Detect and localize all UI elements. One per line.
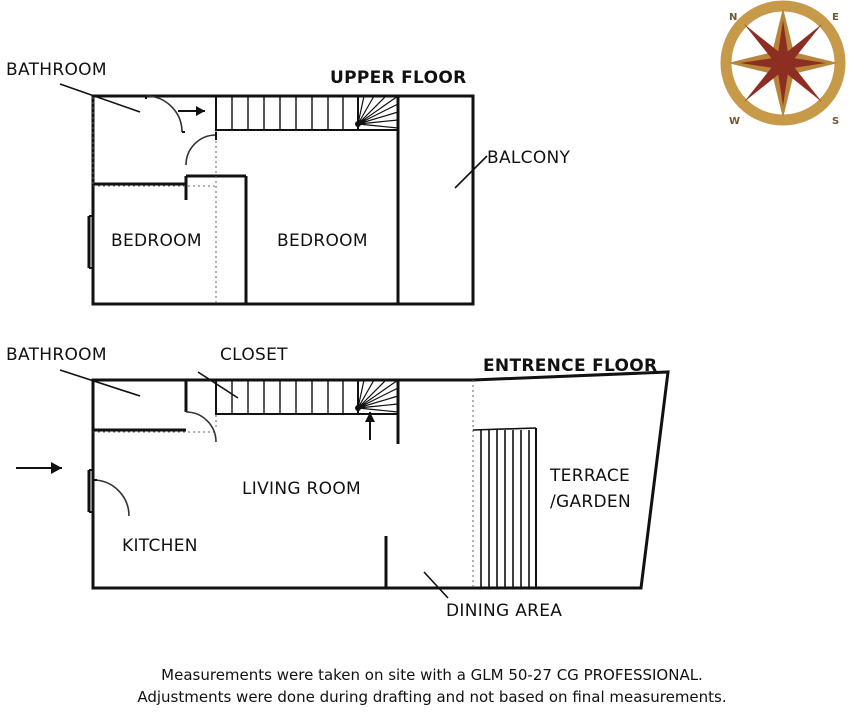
label-balcony: BALCONY [487,148,571,168]
label-closet: CLOSET [220,345,288,365]
compass-label-west: W [729,116,741,127]
heading-upper-floor: UPPER FLOOR [330,68,467,88]
label-kitchen: KITCHEN [122,536,198,556]
caption-line-1: Measurements were taken on site with a GLM 50-27 CG PROFESSIONAL. [161,666,703,684]
caption-line-2: Adjustments were done during drafting and not based on final measurements. [137,688,727,706]
label-terrace-line1: TERRACE [550,466,631,486]
label-bathroom-lower: BATHROOM [6,345,107,365]
heading-entrance-floor: ENTRENCE FLOOR [483,356,658,376]
upper-floor-plan [60,84,487,304]
compass-rose [726,6,840,120]
label-living-room: LIVING ROOM [242,479,361,499]
compass-label-east: E [832,12,839,23]
label-bedroom-right: BEDROOM [277,231,368,251]
compass-label-south: S [832,116,840,127]
compass-label-north: N [729,12,738,23]
label-bedroom-left: BEDROOM [111,231,202,251]
label-bathroom-upper: BATHROOM [6,60,107,80]
label-terrace-line2: /GARDEN [550,492,631,512]
label-dining-area: DINING AREA [446,601,563,621]
